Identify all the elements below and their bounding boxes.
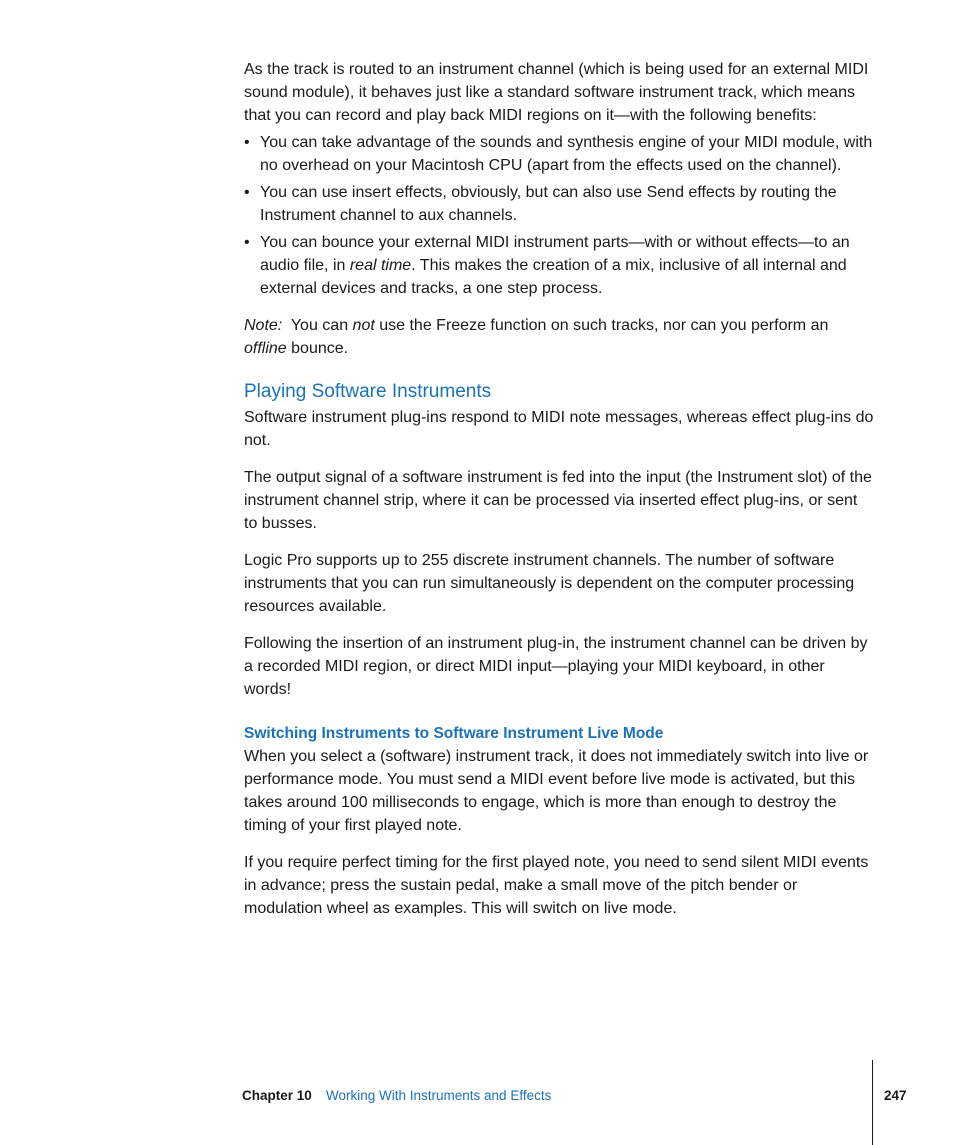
benefits-list xyxy=(244,131,874,300)
body-paragraph: If you require perfect timing for the first played note, you need to send silent MIDI events in advance; press the sustain pedal, make a small move of the pitch bender or modulation wheel as examples. This will switch on live mode. xyxy=(244,854,869,917)
list-item-text: You can bounce your external MIDI instrument parts—with or without effects—to an audio file, in xyxy=(260,234,850,274)
list-item-italic: real time xyxy=(349,257,412,274)
note-text: bounce. xyxy=(286,340,349,357)
note-paragraph xyxy=(244,314,874,360)
footer-divider xyxy=(872,1060,873,1145)
list-item: • You can take advantage of the sounds and synthesis engine of your MIDI module, with no overhead on your Macintosh CPU (apart from the effects used on the channel). xyxy=(244,131,874,177)
note-text: You can xyxy=(282,317,353,334)
note-text: use the Freeze function on such tracks, nor can you perform an xyxy=(374,317,829,334)
note-italic: not xyxy=(352,317,375,334)
page-body xyxy=(244,58,874,934)
subsection-heading: Switching Instruments to Software Instrument Live Mode xyxy=(244,725,664,742)
body-paragraph: Software instrument plug-ins respond to MIDI note messages, whereas effect plug-ins do not. xyxy=(244,409,874,449)
list-item: • You can use insert effects, obviously, but can also use Send effects by routing the Instrument channel to aux channels. xyxy=(244,181,874,227)
list-item xyxy=(244,231,874,300)
intro-paragraph: As the track is routed to an instrument channel (which is being used for an external MIDI sound module), it behaves just like a standard software instrument track, which means that you can record and play back MIDI regions on it—with the following benefits: xyxy=(244,61,869,124)
body-paragraph: When you select a (software) instrument track, it does not immediately switch into live or performance mode. You must send a MIDI event before live mode is activated, but this takes around 100 milliseconds to engage, which is more than enough to destroy the timing of your first played note. xyxy=(244,748,869,834)
list-item-text: . This makes the creation of a mix, inclusive of all internal and external devices and tracks, a one step process. xyxy=(260,257,847,297)
footer-chapter: Chapter 10 xyxy=(242,1088,312,1103)
page-number: 247 xyxy=(884,1088,907,1103)
footer-chapter-title: Working With Instruments and Effects xyxy=(326,1088,552,1103)
body-paragraph: Logic Pro supports up to 255 discrete instrument channels. The number of software instruments that you can run simultaneously is dependent on the computer processing resources available. xyxy=(244,552,855,615)
body-paragraph: The output signal of a software instrument is fed into the input (the Instrument slot) of the instrument channel strip, where it can be processed via inserted effect plug-ins, or sent to busses. xyxy=(244,469,872,532)
note-label: Note: xyxy=(244,317,283,334)
section-heading: Playing Software Instruments xyxy=(244,381,492,402)
note-italic: offline xyxy=(244,340,287,357)
body-paragraph: Following the insertion of an instrument plug-in, the instrument channel can be driven by a recorded MIDI region, or direct MIDI input—playing your MIDI keyboard, in other words! xyxy=(244,635,868,698)
